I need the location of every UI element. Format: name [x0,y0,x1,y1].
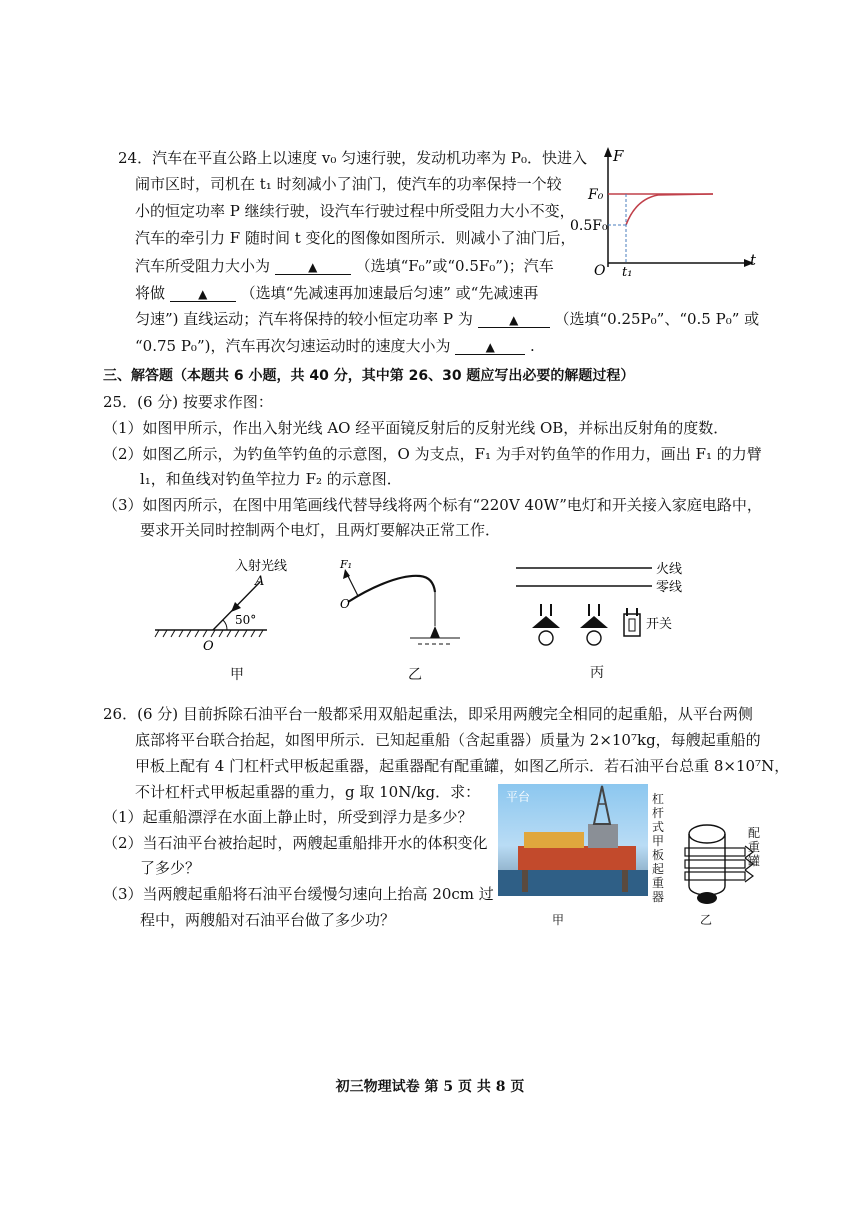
graph-label-half-f0: 0.5F₀ [570,218,608,234]
tank-label: 配重罐 [748,826,761,868]
figure-caption-b: 乙 [408,667,422,683]
crane-label: 杠杆式甲板起重器 [652,792,665,904]
counterweight-icon [697,892,717,904]
graph-label-t1: t₁ [622,265,633,280]
q24-line-7-hint: （选填“0.25P₀”、“0.5 P₀” 或 [554,310,760,328]
q24-line-6-hint: （选填“先减速再加速最后匀速” 或“先减速再 [240,284,539,302]
blank-mark: ▲ [509,313,519,327]
answer-blank-4[interactable] [455,338,525,355]
q24-line-5-text: 汽车所受阻力大小为 [135,257,271,275]
q24-line-6 [135,283,538,303]
circuit-figure [516,558,696,658]
photo-label: 平台 [506,790,531,804]
angle-arc [223,620,227,630]
graph-label-t: t [750,251,757,269]
switch-icon[interactable] [624,608,640,636]
q25-line-2: （1）如图甲所示，作出入射光线 AO 经平面镜反射后的反射光线 OB，并标出反射角的度数． [103,419,729,437]
answer-blank-2[interactable] [170,285,236,302]
q24-line-5 [135,256,554,276]
angle-label: 50° [235,613,257,627]
y-axis-arrow-icon [604,147,612,157]
figure-caption-26a: 甲 [552,913,565,927]
q26-line-9: 程中，两艘船对石油平台做了多少功？ [140,911,396,929]
blank-mark: ▲ [485,340,495,354]
pivot-o-label: O [340,597,350,611]
neutral-label: 零线 [656,580,683,595]
q24-line-2: 闹市区时，司机在 t₁ 时刻减小了油门，使汽车的功率保持一个较 [135,175,562,193]
q24-line-7 [135,309,759,329]
force-time-graph [570,145,758,280]
q25-line-4: l₁，和鱼线对钓鱼竿拉力 F₂ 的示意图． [140,470,402,488]
answer-blank-1[interactable] [275,258,351,275]
blank-mark: ▲ [198,287,208,301]
graph-label-f: F [613,147,624,165]
mirror-figure [155,559,288,654]
q26-line-4: 不计杠杆式甲板起重器的重力，g 取 10N/kg．求： [135,783,481,801]
q24-line-6-text: 将做 [135,284,166,302]
q24-line-8-end: . [530,337,535,355]
q24-line-5-hint: （选填“F₀”或“0.5F₀”)；汽车 [355,257,554,275]
q25-line-6: 要求开关同时控制两个电灯，且两灯要解决正常工作． [140,521,501,539]
q24-line-8-text: “0.75 P₀”)，汽车再次匀速运动时的速度大小为 [135,337,451,355]
fish-icon [430,626,440,638]
blank-mark: ▲ [308,260,318,274]
point-a-label: A [255,574,265,589]
point-o-label: O [203,639,214,654]
hull-top [689,825,725,843]
live-label: 火线 [656,562,683,577]
figure-caption-26b: 乙 [700,913,713,927]
f1-label: F₁ [340,558,353,571]
graph-label-origin: O [594,263,606,279]
fishing-rod [348,576,435,602]
switch-label: 开关 [646,617,673,632]
q26-line-6: （2）当石油平台被抬起时，两艘起重船排开水的体积变化 [103,834,488,852]
q26-line-3: 甲板上配有 4 门杠杆式甲板起重器，起重器配有配重罐，如图乙所示．若石油平台总重 8×10⁷N， [135,757,790,775]
mirror-hatching [155,630,263,637]
section-header: 三、解答题（本题共 6 小题，共 40 分，其中第 26、30 题应写出必要的解题过程） [103,368,635,384]
figure-caption-c: 丙 [590,665,604,681]
q24-line-7-text: 匀速”) 直线运动；汽车将保持的较小恒定功率 P 为 [135,310,473,328]
q26-line-2: 底部将平台联合抬起，如图甲所示．已知起重船（含起重器）质量为 2×10⁷kg，每艘起重船的 [135,731,761,749]
crane-arms [685,846,753,882]
answer-blank-3[interactable] [478,311,550,328]
q26-line-5: （1）起重船漂浮在水面上静止时，所受到浮力是多少？ [103,808,473,826]
graph-label-f0: F₀ [588,187,604,203]
q24-line-3: 小的恒定功率 P 继续行驶，设汽车行驶过程中所受阻力大小不变， [135,202,575,220]
fishing-rod-figure [340,558,460,658]
oil-platform-photo [498,784,648,896]
page-footer: 初三物理试卷 第 5 页 共 8 页 [335,1079,525,1095]
q24-line-1: 24．汽车在平直公路上以速度 v₀ 匀速行驶，发动机功率为 P₀．快进入 [118,149,587,167]
force-curve [626,194,713,225]
q26-line-7: 了多少？ [140,859,201,877]
figure-caption-a: 甲 [230,667,244,683]
q25-line-3: （2）如图乙所示，为钓鱼竿钓鱼的示意图，O 为支点，F₁ 为手对钓鱼竿的作用力，画出 F₁ 的力臂 [103,445,762,463]
q24-line-8 [135,336,535,356]
q25-line-1: 25．(6 分) 按要求作图： [103,393,273,411]
incident-label: 入射光线 [235,559,288,574]
lamp-2-icon[interactable] [580,604,608,645]
q26-line-8: （3）当两艘起重船将石油平台缓慢匀速向上抬高 20cm 过 [103,885,494,903]
q26-line-1: 26．(6 分) 目前拆除石油平台一般都采用双船起重法，即采用两艘完全相同的起重船，从平台两侧 [103,705,753,723]
q24-line-4: 汽车的牵引力 F 随时间 t 变化的图像如图所示．则减小了油门后， [135,229,576,247]
lamp-1-icon[interactable] [532,604,560,645]
q25-line-5: （3）如图丙所示，在图中用笔画线代替导线将两个标有“220V 40W”电灯和开关接入家庭电路中， [103,496,762,514]
